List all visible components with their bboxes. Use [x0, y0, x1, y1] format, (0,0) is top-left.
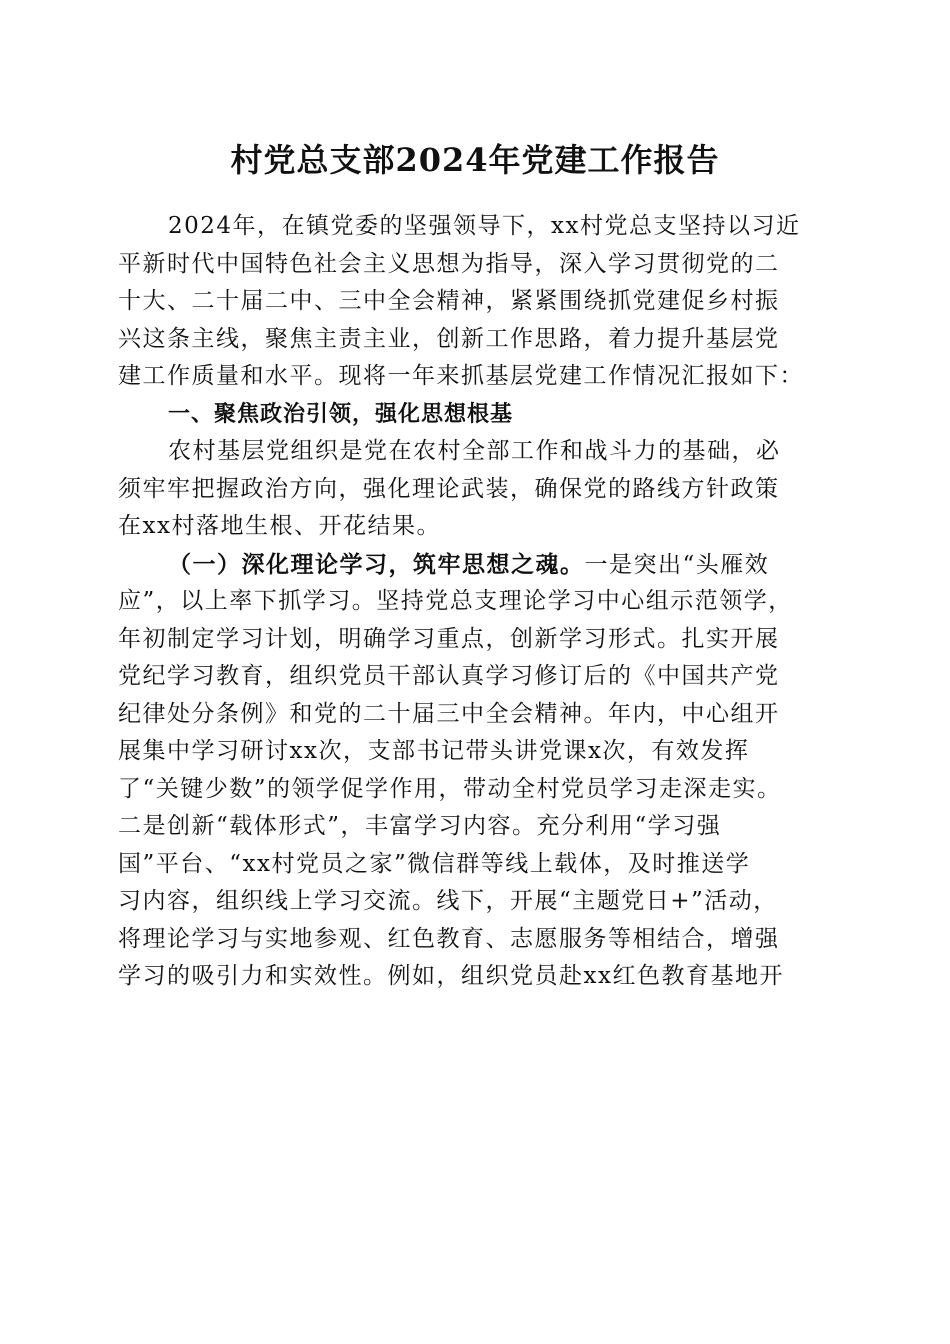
text-line: 兴这条主线，聚焦主责主业，创新工作思路，着力提升基层党	[118, 325, 780, 352]
text-line: 2024年，在镇党委的坚强领导下，xx村党总支坚持以习近	[168, 213, 801, 239]
text-line: 在xx村落地生根、开花结果。	[118, 513, 441, 539]
text-line: 了“关键少数”的领学促学作用，带动全村党员学习走深走实。	[118, 775, 782, 802]
text-line-with-subheading	[118, 546, 834, 584]
section-heading: 一、聚焦政治引领，强化思想根基	[168, 401, 514, 427]
text-line: 习内容，组织线上学习交流。线下，开展“主题党日+”活动，	[118, 888, 778, 914]
text-line: 二是创新“载体形式”，丰富学习内容。充分利用“学习强	[118, 813, 722, 839]
text-line: 党纪学习教育，组织党员干部认真学习修订后的《中国共产党	[118, 663, 780, 689]
text-run: 一是突出“头雁效	[584, 551, 770, 578]
text-line: 国”平台、“xx村党员之家”微信群等线上载体，及时推送学	[118, 850, 751, 877]
text-line: 平新时代中国特色社会主义思想为指导，深入学习贯彻党的二	[118, 250, 780, 277]
text-line: 纪律处分条例》和党的二十届三中全会精神。年内，中心组开	[118, 700, 780, 727]
subsection-heading: （一）深化理论学习，筑牢思想之魂。	[168, 550, 585, 578]
document-body	[118, 208, 834, 996]
text-line: 展集中学习研讨xx次，支部书记带头讲党课x次，有效发挥	[118, 738, 750, 764]
text-line: 农村基层党组织是党在农村全部工作和战斗力的基础，必	[168, 438, 781, 464]
document-title: 村党总支部2024年党建工作报告	[230, 141, 720, 179]
text-line: 建工作质量和水平。现将一年来抓基层党建工作情况汇报如下：	[118, 363, 804, 389]
text-line: 须牢牢把握政治方向，强化理论武装，确保党的路线方针政策	[118, 475, 780, 502]
text-line: 将理论学习与实地参观、红色教育、志愿服务等相结合，增强	[118, 925, 780, 952]
text-line: 学习的吸引力和实效性。例如，组织党员赴xx红色教育基地开	[118, 963, 784, 989]
text-line: 十大、二十届二中、三中全会精神，紧紧围绕抓党建促乡村振	[118, 288, 780, 314]
text-line: 应”，以上率下抓学习。坚持党总支理论学习中心组示范领学，	[118, 588, 793, 614]
text-line: 年初制定学习计划，明确学习重点，创新学习形式。扎实开展	[118, 625, 780, 652]
